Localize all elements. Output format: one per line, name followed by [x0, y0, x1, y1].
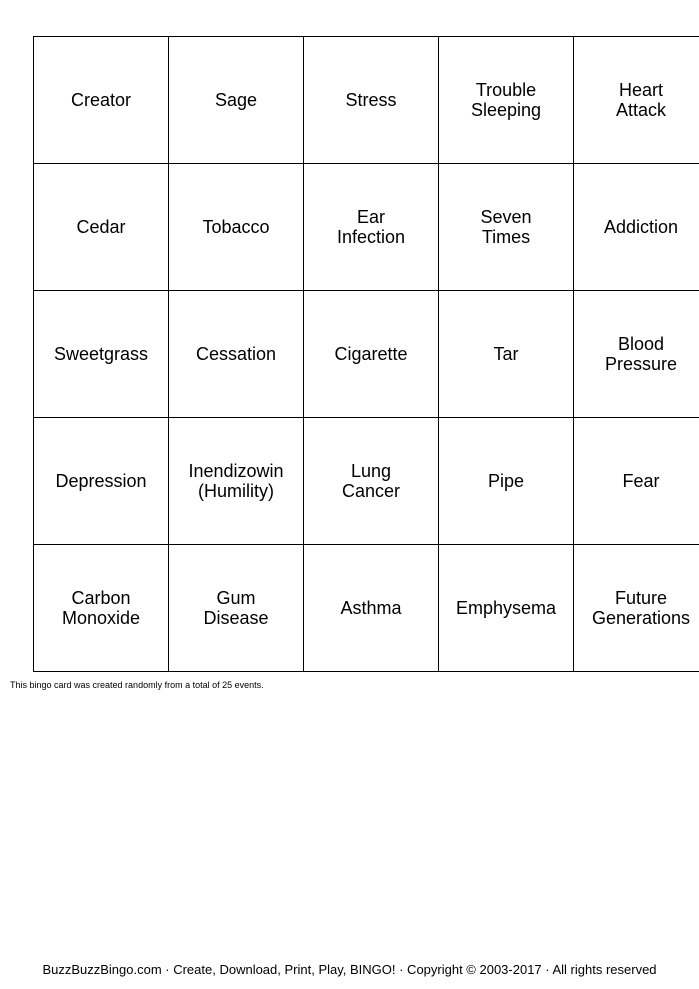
bingo-cell-label: Asthma	[340, 598, 402, 618]
bingo-cell	[169, 37, 304, 164]
bingo-cell-label: Seven Times	[480, 207, 532, 247]
bingo-card	[33, 36, 699, 672]
bingo-cell-label: Trouble Sleeping	[470, 80, 542, 120]
bingo-cell-label: Emphysema	[455, 598, 557, 618]
bingo-cell	[574, 291, 699, 418]
bingo-cell-label: Depression	[55, 471, 147, 491]
bingo-cell	[574, 37, 699, 164]
bingo-cell	[304, 545, 439, 672]
bingo-cell-label: Heart Attack	[615, 80, 667, 120]
bingo-cell-label: Blood Pressure	[604, 334, 678, 374]
bingo-cell	[439, 37, 574, 164]
bingo-cell-label: Lung Cancer	[341, 461, 401, 501]
bingo-row	[34, 418, 699, 545]
bingo-cell	[574, 418, 699, 545]
bingo-cell	[304, 164, 439, 291]
bingo-cell	[169, 418, 304, 545]
bingo-cell	[34, 291, 169, 418]
bingo-cell	[169, 164, 304, 291]
bingo-cell	[169, 291, 304, 418]
bingo-cell	[439, 418, 574, 545]
bingo-cell-label: Gum Disease	[203, 588, 269, 628]
bingo-cell	[574, 545, 699, 672]
bingo-cell-label: Tobacco	[202, 217, 270, 237]
bingo-cell	[439, 291, 574, 418]
bingo-cell-label: Creator	[70, 90, 132, 110]
bingo-cell-label: Cessation	[195, 344, 277, 364]
bingo-cell-label: Addiction	[603, 217, 679, 237]
bingo-cell	[574, 164, 699, 291]
bingo-row	[34, 291, 699, 418]
bingo-cell	[169, 545, 304, 672]
bingo-cell-label: Sweetgrass	[53, 344, 149, 364]
bingo-cell	[304, 37, 439, 164]
bingo-cell	[304, 418, 439, 545]
bingo-cell	[34, 418, 169, 545]
bingo-cell-label: Future Generations	[591, 588, 691, 628]
card-generation-note: This bingo card was created randomly from a total of 25 events.	[10, 680, 264, 690]
bingo-cell-label: Cigarette	[334, 344, 408, 364]
bingo-cell	[304, 291, 439, 418]
bingo-row	[34, 545, 699, 672]
bingo-cell-label: Sage	[214, 90, 258, 110]
bingo-cell-label: Fear	[622, 471, 660, 491]
bingo-cell-label: Tar	[493, 344, 519, 364]
bingo-cell	[439, 164, 574, 291]
bingo-cell-label: Pipe	[487, 471, 525, 491]
bingo-cell-label: Carbon Monoxide	[61, 588, 141, 628]
page-footer: BuzzBuzzBingo.com · Create, Download, Print, Play, BINGO! · Copyright © 2003-2017 · All rights reserved	[42, 962, 657, 977]
bingo-cell-label: Ear Infection	[336, 207, 406, 247]
bingo-row	[34, 37, 699, 164]
bingo-cell	[439, 545, 574, 672]
bingo-cell-label: Inendizowin (Humility)	[188, 461, 284, 501]
bingo-cell-label: Stress	[345, 90, 397, 110]
bingo-row	[34, 164, 699, 291]
bingo-cell	[34, 37, 169, 164]
bingo-cell	[34, 164, 169, 291]
bingo-cell-label: Cedar	[76, 217, 126, 237]
bingo-cell	[34, 545, 169, 672]
